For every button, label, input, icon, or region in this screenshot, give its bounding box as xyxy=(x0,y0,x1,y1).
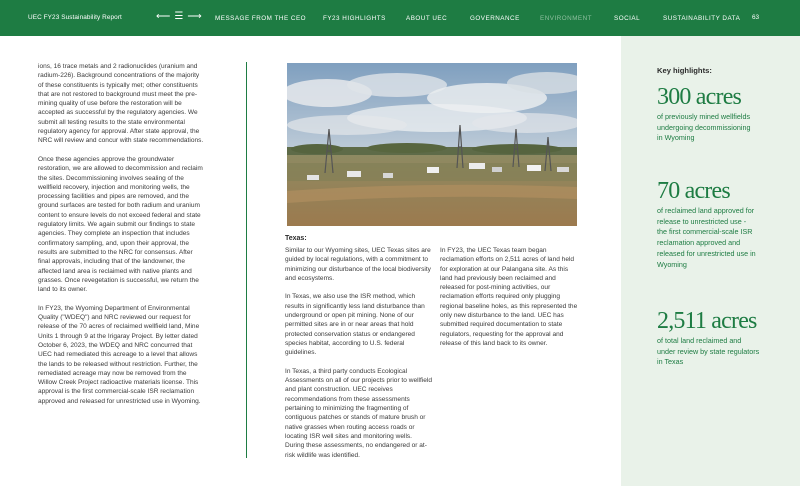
paragraph: In Texas, a third party conducts Ecological Assessments on all of our projects prior to wellfield and plant construction. UEC receives recommendations from these assessments pertaining to minimizing the fragmenting of contiguous patches or stands of mature brush or native grasses when routing access roads or locating ISR well sites and monitoring wells. During these assessments, no endangered or at-risk wildlife was identified. xyxy=(285,367,433,459)
column-divider xyxy=(246,62,247,458)
highlight-stat xyxy=(657,308,797,368)
report-title[interactable]: UEC FY23 Sustainability Report xyxy=(28,14,122,21)
stat-value: 300 acres xyxy=(657,84,742,110)
paragraph: In FY23, the UEC Texas team began reclamation efforts on 2,511 acres of land held for exploration at our Palangana site. As this land had previously been reclaimed and released for post-mining activities, our reclamation efforts required only plugging regional baseline holes, as this represented the only new disturbance to the land. UEC has submitted required documentation to state regulators, requesting for the approval and release of this land back to its owner. xyxy=(440,247,578,347)
page-number: 63 xyxy=(752,14,760,21)
body-column-middle xyxy=(285,246,433,469)
paragraph: Similar to our Wyoming sites, UEC Texas sites are guided by local regulations, with a commitment to minimizing our disturbance of the local biodiversity and ecosystems. xyxy=(285,247,431,282)
stat-value: 70 acres xyxy=(657,178,730,204)
stat-value: 2,511 acres xyxy=(657,308,757,334)
menu-icon[interactable]: ☰ xyxy=(174,11,184,22)
body-column-left xyxy=(38,62,206,415)
key-highlights-sidebar xyxy=(621,36,800,486)
page-navigation xyxy=(156,11,202,23)
stat-description: of previously mined wellfields undergoing decommissioning in Wyoming xyxy=(657,112,751,143)
nav-about-uec[interactable]: ABOUT UEC xyxy=(406,15,448,22)
nav-social[interactable]: SOCIAL xyxy=(614,15,641,22)
paragraph: In Texas, we also use the ISR method, which results in significantly less land disturbance than underground or open pit mining. None of our permitted sites are in or near areas that hold protected conservation status or endangered species habitat, according to U.S. federal guidelines. xyxy=(285,293,425,357)
paragraph: Once these agencies approve the groundwater restoration, we are allowed to decommission and reclaim the sites. Decommissioning involves sealing of the wellfield recovery, injection and monitoring wells, the processing facilities and pipes are removed, and the ground surfaces are tested for both radium and uranium content to ensure levels do not exceed federal and state regulatory limits. We again submit our findings to state agencies. They complete an inspection that includes confirmatory sampling, and, upon their approval, the results are submitted to the NRC for consensus. After final approvals, including that of the landowner, the affected land area is reclaimed with native plants and grasses. Once revegetation is successful, we return the land to its owner. xyxy=(38,155,203,294)
nav-environment[interactable]: ENVIRONMENT xyxy=(540,15,593,22)
nav-governance[interactable]: GOVERNANCE xyxy=(470,15,520,22)
body-column-right xyxy=(440,246,578,358)
arrow-left-icon[interactable]: ⟵ xyxy=(156,11,171,22)
nav-message-from-ceo[interactable]: MESSAGE FROM THE CEO xyxy=(215,15,307,22)
key-highlights-label: Key highlights: xyxy=(657,66,712,75)
stat-description: of reclaimed land approved for release to unrestricted use - the first commercial-scale ISR reclamation approved and released for unrestricted use in Wyoming xyxy=(657,206,756,269)
highlight-stat xyxy=(657,178,797,270)
nav-sustainability-data[interactable]: SUSTAINABILITY DATA xyxy=(663,15,741,22)
paragraph: ions, 16 trace metals and 2 radionuclides (uranium and radium-226). Background concentrations of the majority of these constituents is typically met; other constituents that are not restored to background must meet the pre-mining quality of use before the restoration will be accepted as successful by the regulatory agencies. We submit all testing results to the state environmental regulatory agency for approval. After state approval, the NRC will review and concur with state recommendations. xyxy=(38,63,204,145)
top-nav-bar xyxy=(0,0,800,36)
section-heading-texas: Texas: xyxy=(285,235,307,242)
nav-fy23-highlights[interactable]: FY23 HIGHLIGHTS xyxy=(323,15,386,22)
stat-description: of total land reclaimed and under review by state regulators in Texas xyxy=(657,336,760,367)
highlight-stat xyxy=(657,84,797,144)
arrow-right-icon[interactable]: ⟶ xyxy=(187,11,202,22)
drilling-site-photo xyxy=(287,63,577,226)
paragraph: In FY23, the Wyoming Department of Environmental Quality ("WDEQ") and NRC reviewed our request for release of the 70 acres of reclaimed wellfield land, Mine Units 1 through 9 at the Irigaray Project. By letter dated October 6, 2023, the WDEQ and NRC concurred that UEC had remediated this acreage to a level that allows the lands to be released without restriction. Further, the remediated acreage may now be removed from the Willow Creek Project radioactive materials license. This approval is the first commercial-scale ISR reclamation approved and released for unrestricted use in Wyoming. xyxy=(38,304,201,405)
